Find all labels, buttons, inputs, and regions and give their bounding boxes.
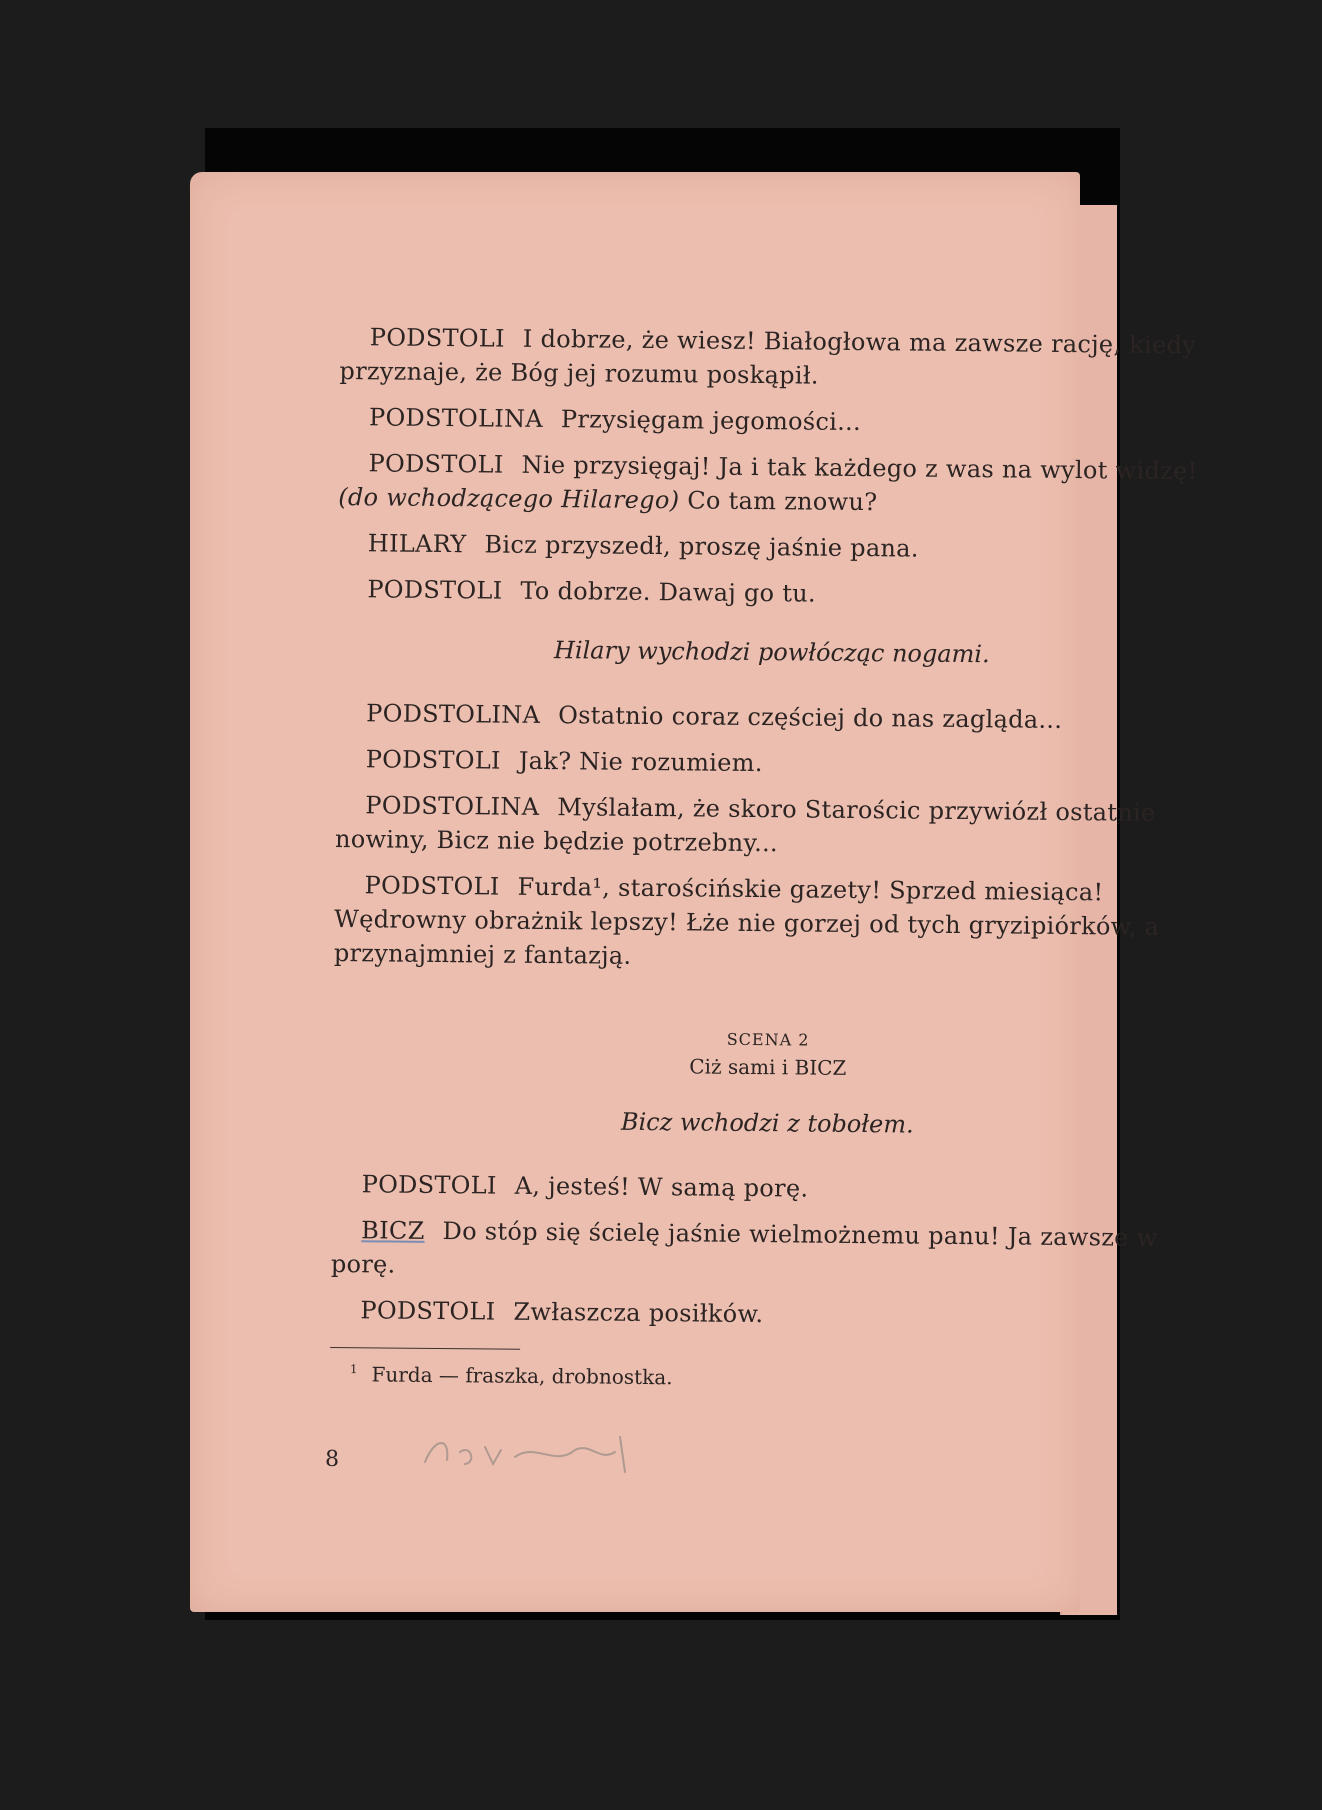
scene-heading: SCENA 2 — [726, 1029, 810, 1050]
speaker-name: PODSTOLI — [365, 745, 501, 775]
speaker-name: PODSTOLI — [369, 323, 505, 353]
speaker-name: PODSTOLI — [360, 1296, 496, 1326]
speaker-name: PODSTOLI — [364, 871, 500, 901]
speech-text: Furda¹, starościńskie gazety! Sprzed miesiąca! Wędrowny obrażnik lepszy! Łże nie gorzej od tych gryzipiórków, a przynajmniej z fantazją. — [333, 872, 1160, 970]
speech — [338, 446, 1209, 522]
page-number: 8 — [324, 1446, 340, 1473]
speech-text: Jak? Nie rozumiem. — [518, 746, 763, 778]
speaker-name: PODSTOLI — [361, 1170, 497, 1200]
speaker-name: PODSTOLI — [368, 449, 504, 479]
speech — [337, 572, 1207, 614]
page-text — [330, 320, 1210, 1394]
speech-text: Przysięgam jegomości... — [560, 405, 862, 437]
speech — [332, 1167, 1202, 1209]
stage-direction-inline: (do wchodzącego Hilarego) — [338, 482, 680, 515]
stage-direction: Bicz wchodzi z tobołem. — [620, 1107, 914, 1139]
speaker-name: HILARY — [367, 529, 467, 559]
handwritten-pencil-note — [415, 1422, 645, 1482]
footnote-mark: 1 — [349, 1362, 358, 1377]
speaker-name: PODSTOLINA — [365, 791, 540, 821]
speech-text: Bicz przyszedł, proszę jaśnie pana. — [484, 530, 919, 563]
speech — [339, 400, 1209, 442]
speech-text: Nie przysięgaj! Ja i tak każdego z was na wylot widzę! — [521, 450, 1198, 486]
stage-direction: Hilary wychodzi powłócząc nogami. — [553, 636, 990, 669]
speech — [334, 868, 1205, 978]
speech — [336, 742, 1206, 784]
speech-text: To dobrze. Dawaj go tu. — [520, 576, 817, 608]
speech — [339, 320, 1210, 396]
speech-text: Ostatnio coraz częściej do nas zagląda... — [558, 701, 1063, 734]
speech-text: Co tam znowu? — [687, 486, 878, 517]
speaker-name: PODSTOLINA — [368, 403, 544, 433]
speech — [335, 788, 1206, 864]
scene-persons: Ciż sami i BICZ — [689, 1054, 847, 1080]
speech-text: Do stóp się ścielę jaśnie wielmożnemu panu! Ja zawsze w porę. — [330, 1217, 1158, 1279]
speech — [336, 696, 1206, 738]
speech-text: Myślałam, że skoro Starościc przywiózł ostatnie nowiny, Bicz nie będzie potrzebny... — [334, 793, 1156, 858]
speech — [338, 526, 1208, 568]
speech-text: Zwłaszcza posiłków. — [513, 1297, 764, 1329]
speech-text: A, jesteś! W samą porę. — [514, 1171, 809, 1203]
speech-text: I dobrze, że wiesz! Białogłowa ma zawsze rację, kiedy przyznaje, że Bóg jej rozumu poskąpił. — [339, 324, 1197, 390]
speech — [331, 1213, 1202, 1289]
book-page — [190, 172, 1198, 1612]
footnote-text: Furda — fraszka, drobnostka. — [371, 1362, 673, 1390]
speaker-name: PODSTOLINA — [366, 699, 541, 729]
footnote — [350, 1362, 1200, 1394]
footnote-rule — [330, 1347, 520, 1350]
speaker-name: PODSTOLI — [367, 575, 503, 605]
speech — [330, 1293, 1200, 1335]
speaker-name: BICZ — [361, 1216, 425, 1245]
